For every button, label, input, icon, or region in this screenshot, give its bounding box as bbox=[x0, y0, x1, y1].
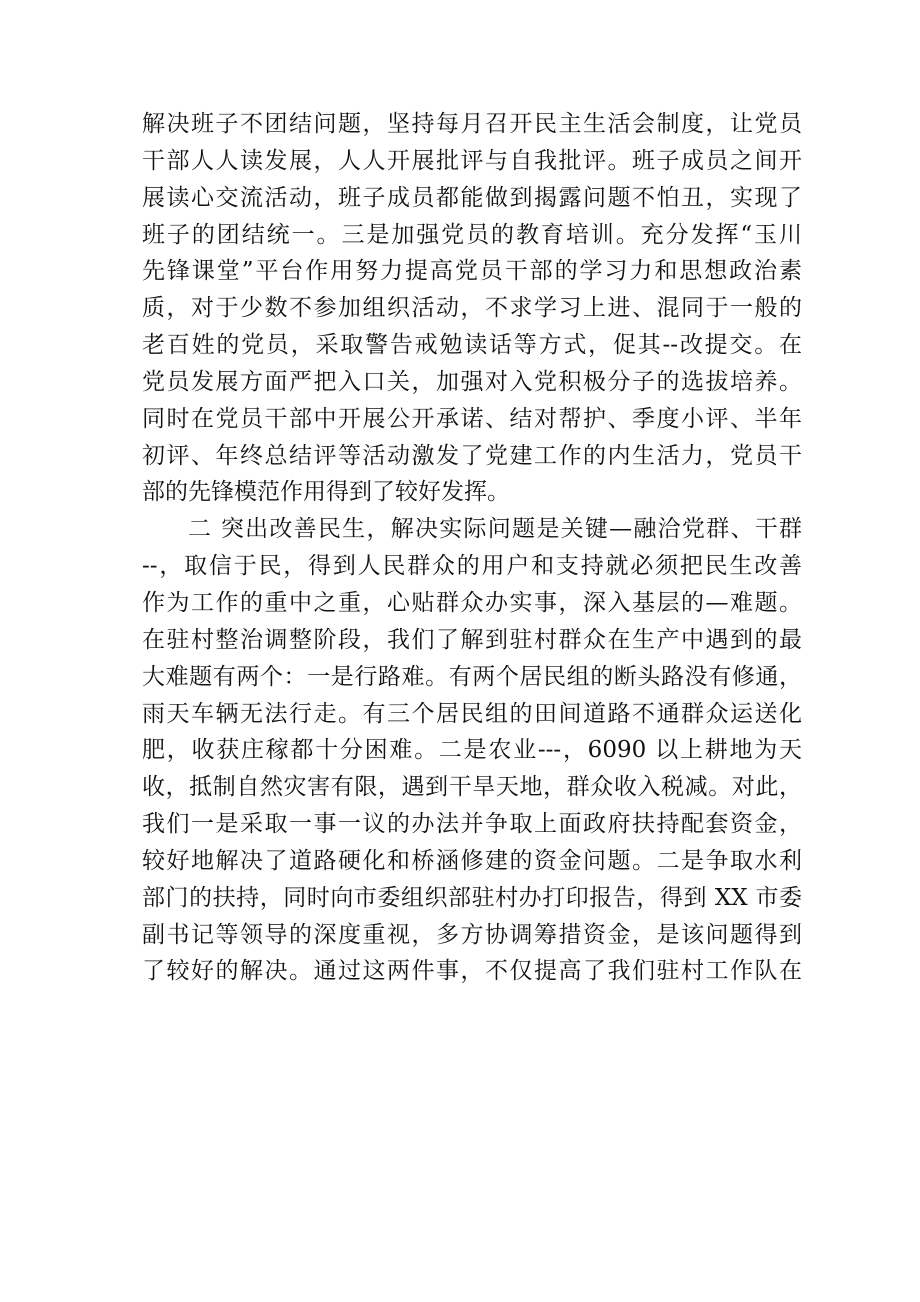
body-text bbox=[142, 106, 802, 990]
text-line: 党员发展方面严把入口关，加强对入党积极分子的选拔培养。 bbox=[142, 368, 802, 395]
text-line: 雨天车辆无法行走。有三个居民组的田间道路不通群众运送化 bbox=[142, 700, 802, 727]
text-line: 老百姓的党员，采取警告戒勉读话等方式，促其--改提交。在 bbox=[142, 332, 802, 359]
text-line: 在驻村整治调整阶段，我们了解到驻村群众在生产中遇到的最 bbox=[142, 626, 802, 653]
text-line: 部门的扶持，同时向市委组织部驻村办打印报告，得到 XX 市委 bbox=[142, 884, 802, 911]
text-line: 收，抵制自然灾害有限，遇到干旱天地，群众收入税减。对此， bbox=[142, 774, 802, 801]
section-heading-line: 二 突出改善民生，解决实际问题是关键—融洽党群、干群 bbox=[188, 516, 802, 543]
text-line: 同时在党员干部中开展公开承诺、结对帮护、季度小评、半年 bbox=[142, 405, 802, 432]
text-line: 我们一是采取一事一议的办法并争取上面政府扶持配套资金， bbox=[142, 811, 802, 838]
text-line: 干部人人读发展，人人开展批评与自我批评。班子成员之间开 bbox=[142, 147, 802, 174]
text-line: --，取信于民，得到人民群众的用户和支持就必须把民生改善 bbox=[142, 553, 802, 580]
text-line: 解决班子不团结问题，坚持每月召开民主生活会制度，让党员 bbox=[142, 111, 802, 137]
text-line: 大难题有两个：一是行路难。有两个居民组的断头路没有修通， bbox=[142, 663, 802, 690]
text-line: 肥，收获庄稼都十分困难。二是农业---，6090 以上耕地为天 bbox=[142, 737, 802, 764]
text-line: 先锋课堂”平台作用努力提高党员干部的学习力和思想政治素 bbox=[142, 258, 802, 285]
text-line: 展读心交流活动，班子成员都能做到揭露问题不怕丑，实现了 bbox=[142, 184, 802, 211]
paragraph-end-line: 部的先锋模范作用得到了较好发挥。 bbox=[142, 479, 510, 506]
text-line: 作为工作的重中之重，心贴群众办实事，深入基层的—难题。 bbox=[142, 589, 802, 616]
text-line: 了较好的解决。通过这两件事，不仅提高了我们驻村工作队在 bbox=[142, 958, 802, 985]
text-line: 较好地解决了道路硬化和桥涵修建的资金问题。二是争取水利 bbox=[142, 847, 802, 874]
text-line: 班子的团结统一。三是加强党员的教育培训。充分发挥“玉川 bbox=[142, 221, 802, 248]
text-line: 质，对于少数不参加组织活动，不求学习上进、混同于一般的 bbox=[142, 295, 802, 322]
text-line: 副书记等领导的深度重视，多方协调筹措资金，是该问题得到 bbox=[142, 921, 802, 948]
text-line: 初评、年终总结评等活动激发了党建工作的内生活力，党员干 bbox=[142, 442, 802, 469]
